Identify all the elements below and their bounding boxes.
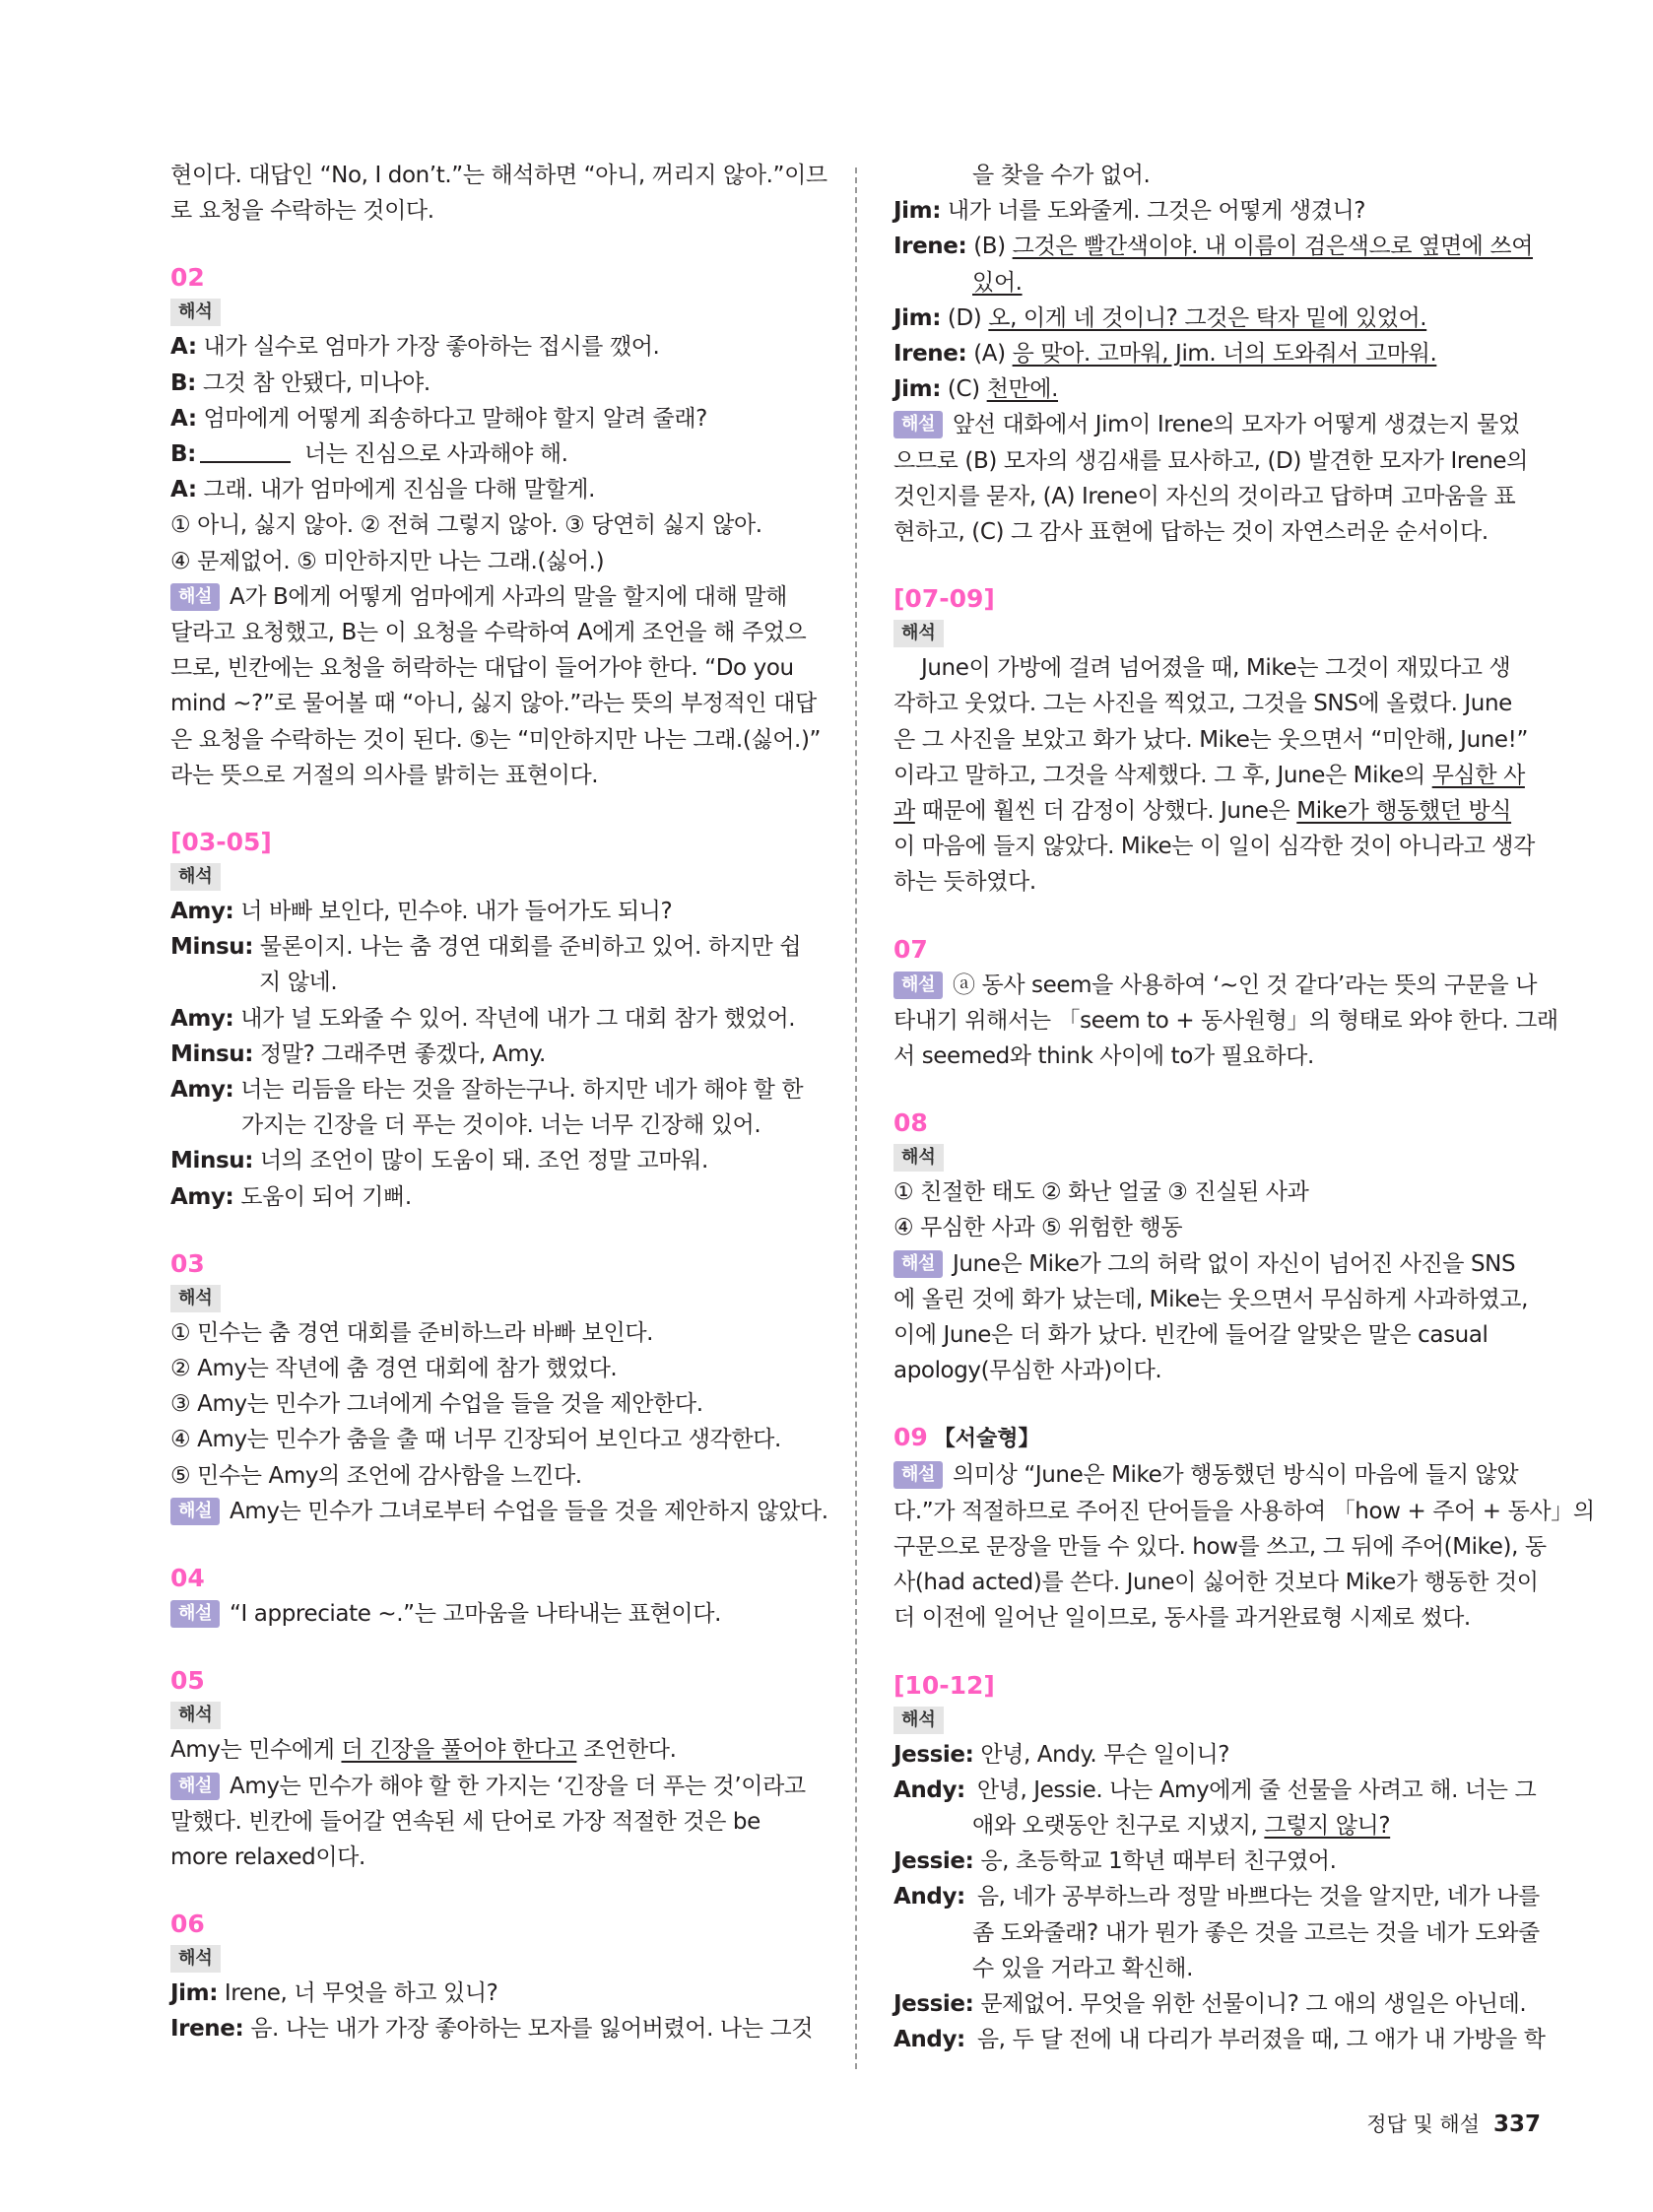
passage-text: 은 그 사진을 보았고 화가 났다. Mike는 웃으면서 “미안해, June!” xyxy=(893,726,1529,753)
dialogue-line xyxy=(170,472,818,507)
translation-tag: 해석 xyxy=(170,1285,221,1312)
explanation-text: 달라고 요청했고, B는 이 요청을 수락하여 A에게 조언을 해 주었으 xyxy=(170,620,807,646)
speaker: Amy: xyxy=(170,1077,234,1104)
dialogue-line xyxy=(170,329,818,365)
speaker: B: xyxy=(170,441,196,468)
question-number: 04 xyxy=(170,1564,205,1593)
dialogue-text: 안녕, Jessie. 나는 Amy에게 줄 선물을 사려고 해. 너는 그 xyxy=(976,1776,1537,1803)
passage-text: 이 마음에 들지 않았다. Mike는 이 일이 심각한 것이 아니라고 생각 xyxy=(893,834,1535,860)
speaker: Irene: xyxy=(893,341,967,368)
dialogue-text: 그것 참 안됐다, 미나야. xyxy=(195,369,430,396)
question-number: [10-12] xyxy=(893,1670,995,1700)
explanation-tag: 해설 xyxy=(893,411,943,438)
speaker: Jessie: xyxy=(893,1741,974,1768)
speaker: Minsu: xyxy=(170,934,254,961)
question-number: [07-09] xyxy=(893,584,995,614)
dialogue-text: 내가 널 도와줄 수 있어. 작년에 내가 그 대회 참가 했었어. xyxy=(233,1005,796,1032)
dialogue-line xyxy=(170,366,818,401)
speaker: Andy: xyxy=(893,2027,965,2053)
explanation-text: apology(무심한 사과)이다. xyxy=(893,1358,1162,1384)
translation-text: Amy는 민수에게 더 긴장을 풀어야 한다고 조언한다. xyxy=(170,1737,677,1764)
explanation-text: Amy는 민수가 해야 할 한 가지는 ‘긴장을 더 푸는 것’이라고 xyxy=(229,1773,806,1799)
speaker: Jim: xyxy=(893,304,942,331)
dialogue-text: 응, 초등학교 1학년 때부터 친구였어. xyxy=(973,1848,1337,1875)
dialogue-line xyxy=(170,401,818,436)
answer-blank xyxy=(200,439,291,463)
question-number: 05 xyxy=(170,1666,205,1696)
option-item: ② Amy는 작년에 춤 경연 대회에 참가 했었다. xyxy=(170,1356,618,1382)
column-divider xyxy=(855,168,857,2069)
explanation-text: 라는 뜻으로 거절의 의사를 밝히는 표현이다. xyxy=(170,762,599,788)
explanation-text: 앞선 대화에서 Jim이 Irene의 모자가 어떻게 생겼는지 물었 xyxy=(952,412,1520,438)
explanation-text: ⓐ 동사 seem을 사용하여 ‘~인 것 같다’라는 뜻의 구문을 나 xyxy=(952,972,1538,998)
speaker: Jim: xyxy=(893,376,942,403)
dialogue-text: 지 않네. xyxy=(259,970,338,996)
right-column: 을 찾을 수가 없어. Jim: 내가 너를 도와줄게. 그것은 어떻게 생겼니? Irene: (B) 그것은 빨간색이야. 내 이름이 검은색으로 옆면에 쓰여 있어. Jim: (D) 오, 이게 네 것이니? 그것은 탁자 밑에 있었어. Irene: (A) 응 맞아. 고마워, Jim. 너의 도와줘서 고마워. Jim: (C) 천만에. 해설 앞선 대화에서 Jim이 Irene의 모자가 어떻게 생겼는지 물었 으므로 (B) 모자의 생김새를 묘사하고, (D) 발견한 모자가 Irene의 것인지를 묻자, (A) Irene이 자신의 것이라고 답하며 고마움을 표 현하고, (C) 그 감사 표현에 답하는 것이 자연스러운 순서이다. [07-09] 해석 June이 가방에 걸려 넘어졌을 때, Mike는 그것이 재밌다고 생 각하고 웃었다. 그는 사진을 찍었고, 그것을 SNS에 올렸다. June 은 그 사진을 보았고 화가 났다. Mike는 웃으면서 “미안해, June!” 이라고 말하고, 그것을 삭제했다. 그 후, June은 Mike의 무심한 사 과 때문에 훨씬 더 감정이 상했다. June은 Mike가 행동했던 방식 이 마음에 들지 않았다. Mike는 이 일이 심각한 것이 아니라고 생각 하는 듯하였다. 07 해설 ⓐ 동사 seem을 사용하여 ‘~인 것 같다’라는 뜻의 구문을 나 타내기 위해서는 「seem to + 동사원형」의 형태로 와야 한다. 그래 서 seemed와 think 사이에 to가 필요하다. 08 해석 ① 친절한 태도 ② 화난 얼굴 ③ 진실된 사과 ④ 무심한 사과 ⑤ 위험한 행동 해설 June은 Mike가 그의 허락 없이 자신이 넘어진 사진을 SNS 에 올린 것에 화가 났는데, Mike는 웃으면서 무심하게 사과하였고, 이에 June은 더 화가 났다. 빈칸에 들어갈 알맞은 말은 casual apology(무심한 사과)이다. 09 【서술형】 해설 의미상 “June은 Mike가 행동했던 방식이 마음에 들지 않았 다.”가 적절하므로 주어진 단어들을 사용하여 「how + 주어 + 동사」의 구문으로 문장을 만들 수 있다. how를 쓰고, 그 뒤에 주어(Mike), 동 사(had acted)를 쓴다. June이 싫어한 것보다 Mike가 행동한 것이 더 이전에 일어난 일이므로, 동사를 과거완료형 시제로 썼다. [10-12] 해석 Jessie: 안녕, Andy. 무슨 일이니? Andy: 안녕, Jessie. 나는 Amy에게 줄 선물을 사려고 해. 너는 그 애와 오랫동안 친구로 지냈지, 그렇지 않니? Jessie: 응, 초등학교 1학년 때부터 친구였어. Andy: 음, 네가 공부하느라 정말 바쁘다는 것을 알지만, 네가 나를 좀 도와줄래? 내가 뭔가 좋은 것을 고르는 것을 네가 도와줄 수 있을 거라고 확신해. Jessie: 문제없어. 무엇을 위한 선물이니? 그 애의 생일은 아닌데. Andy: 음, 두 달 전에 내 다리가 부러졌을 때, 그 애가 내 가방을 학 xyxy=(893,158,1541,2057)
explanation-text: 은 요청을 수락하는 것이 된다. ⑤는 “미안하지만 나는 그래.(싫어.)” xyxy=(170,726,822,753)
question-number: 07 xyxy=(893,934,928,964)
dialogue-text: 내가 너를 도와줄게. 그것은 어떻게 생겼니? xyxy=(941,198,1366,225)
speaker: Andy: xyxy=(893,1884,965,1910)
explanation-text: Amy는 민수가 그녀로부터 수업을 들을 것을 제안하지 않았다. xyxy=(229,1498,828,1524)
text-line: 로 요청을 수락하는 것이다. xyxy=(170,198,434,225)
passage-text: 이라고 말하고, 그것을 삭제했다. 그 후, June은 Mike의 무심한 사 xyxy=(893,762,1525,788)
dialogue-text: 그래. 내가 엄마에게 진심을 다해 말할게. xyxy=(196,477,596,503)
explanation-text: 으므로 (B) 모자의 생김새를 묘사하고, (D) 발견한 모자가 Irene의 xyxy=(893,447,1528,474)
speaker: Irene: xyxy=(170,2016,244,2043)
question-number: 02 xyxy=(170,263,205,293)
dialogue-text: 음, 두 달 전에 내 다리가 부러졌을 때, 그 애가 내 가방을 학 xyxy=(976,2027,1546,2053)
speaker: Andy: xyxy=(893,1776,965,1803)
underlined-answer: 있어. xyxy=(972,269,1023,296)
underlined-answer: 과 xyxy=(893,798,915,825)
speaker: Minsu: xyxy=(170,1148,254,1174)
question-number: 09 【서술형】 xyxy=(893,1423,1040,1452)
translation-tag: 해석 xyxy=(893,1707,944,1734)
dialogue-text: 안녕, Andy. 무슨 일이니? xyxy=(973,1741,1230,1768)
dialogue-text: 좀 도와줄래? 내가 뭔가 좋은 것을 고르는 것을 네가 도와줄 xyxy=(972,1919,1540,1946)
explanation-text: 구문으로 문장을 만들 수 있다. how를 쓰고, 그 뒤에 주어(Mike), 동 xyxy=(893,1533,1547,1560)
dialogue-text: 너는 리듬을 타는 것을 잘하는구나. 하지만 네가 해야 할 한 xyxy=(233,1077,804,1104)
translation-tag: 해석 xyxy=(170,299,221,326)
dialogue-text: 도움이 되어 기뻐. xyxy=(233,1183,412,1210)
page-footer xyxy=(1366,2109,1541,2138)
explanation-text: more relaxed이다. xyxy=(170,1843,365,1870)
speaker: Amy: xyxy=(170,1183,234,1210)
passage-text: 과 때문에 훨씬 더 감정이 상했다. June은 Mike가 행동했던 방식 xyxy=(893,798,1512,825)
option-item: ① 민수는 춤 경연 대회를 준비하느라 바빠 보인다. xyxy=(170,1319,654,1346)
underlined-answer: 더 긴장을 풀어야 한다고 xyxy=(341,1737,577,1764)
dialogue-text: 물론이지. 나는 춤 경연 대회를 준비하고 있어. 하지만 쉽 xyxy=(253,934,802,961)
explanation-text: 에 올린 것에 화가 났는데, Mike는 웃으면서 무심하게 사과하였고, xyxy=(893,1286,1529,1312)
explanation-tag: 해설 xyxy=(170,583,220,611)
speaker: B: xyxy=(170,369,196,396)
speaker: A: xyxy=(170,405,197,432)
explanation-tag: 해설 xyxy=(170,1600,220,1628)
underlined-answer: 그것은 빨간색이야. 내 이름이 검은색으로 옆면에 쓰여 xyxy=(1012,234,1534,260)
explanation-text: 사(had acted)를 쓴다. June이 싫어한 것보다 Mike가 행동한 것이 xyxy=(893,1570,1539,1596)
footer-label: 정답 및 해설 xyxy=(1366,2112,1480,2136)
speaker: Amy: xyxy=(170,899,234,925)
translation-tag: 해석 xyxy=(170,1945,221,1973)
page-number: 337 xyxy=(1492,2111,1541,2137)
speaker: A: xyxy=(170,334,197,361)
dialogue-text: 내가 실수로 엄마가 가장 좋아하는 접시를 깼어. xyxy=(196,334,660,361)
dialogue-text: 너 바빠 보인다, 민수야. 내가 들어가도 되니? xyxy=(233,899,673,925)
option-item: ④ Amy는 민수가 춤을 출 때 너무 긴장되어 보인다고 생각한다. xyxy=(170,1427,781,1453)
options-line: ① 아니, 싫지 않아. ② 전혀 그렇지 않아. ③ 당연히 싫지 않아. xyxy=(170,512,762,539)
dialogue-text: 너는 진심으로 사과해야 해. xyxy=(303,441,568,468)
explanation-text: 의미상 “June은 Mike가 행동했던 방식이 마음에 들지 않았 xyxy=(952,1462,1519,1489)
explanation-text: 서 seemed와 think 사이에 to가 필요하다. xyxy=(893,1043,1314,1070)
passage-text: 각하고 웃었다. 그는 사진을 찍었고, 그것을 SNS에 올렸다. June xyxy=(893,691,1512,717)
underlined-answer: 오, 이게 네 것이니? 그것은 탁자 밑에 있었어. xyxy=(988,304,1427,331)
translation-tag: 해석 xyxy=(893,620,944,647)
underlined-answer: 천만에. xyxy=(986,376,1059,403)
speaker: Amy: xyxy=(170,1005,234,1032)
explanation-text: 더 이전에 일어난 일이므로, 동사를 과거완료형 시제로 썼다. xyxy=(893,1605,1471,1632)
speaker: A: xyxy=(170,477,197,503)
dialogue-line xyxy=(170,436,818,472)
explanation-text: 타내기 위해서는 「seem to + 동사원형」의 형태로 와야 한다. 그래 xyxy=(893,1007,1558,1034)
explanation-text: A가 B에게 어떻게 엄마에게 사과의 말을 할지에 대해 말해 xyxy=(229,583,787,610)
speaker: Irene: xyxy=(893,234,967,260)
speaker: Minsu: xyxy=(170,1040,254,1067)
dialogue-text: 음. 나는 내가 가장 좋아하는 모자를 잃어버렸어. 나는 그것 xyxy=(243,2016,814,2043)
dialogue-text: 수 있을 거라고 확신해. xyxy=(972,1955,1194,1981)
question-type-label: 【서술형】 xyxy=(933,1427,1040,1452)
speaker: Jim: xyxy=(170,1980,219,2007)
explanation-text: “I appreciate ~.”는 고마움을 나타내는 표현이다. xyxy=(229,1601,721,1628)
options-line: ① 친절한 태도 ② 화난 얼굴 ③ 진실된 사과 xyxy=(893,1179,1309,1206)
dialogue-text: Irene, 너 무엇을 하고 있니? xyxy=(218,1980,498,2007)
passage-text: 하는 듯하였다. xyxy=(893,869,1036,896)
explanation-tag: 해설 xyxy=(893,1461,943,1489)
dialogue-text: 엄마에게 어떻게 죄송하다고 말해야 할지 알려 줄래? xyxy=(196,405,707,432)
explanation-tag: 해설 xyxy=(170,1498,220,1525)
underlined-answer: 무심한 사 xyxy=(1431,762,1525,788)
translation-tag: 해석 xyxy=(170,863,221,891)
dialogue-text: 을 찾을 수가 없어. xyxy=(972,163,1151,188)
left-column xyxy=(170,158,828,2047)
dialogue-text: 문제없어. 무엇을 위한 선물이니? 그 애의 생일은 아닌데. xyxy=(973,1990,1527,2017)
underlined-answer: Mike가 행동했던 방식 xyxy=(1296,798,1512,825)
option-item: ③ Amy는 민수가 그녀에게 수업을 들을 것을 제안한다. xyxy=(170,1391,703,1418)
explanation-tag: 해설 xyxy=(170,1773,220,1800)
explanation-text: 이에 June은 더 화가 났다. 빈칸에 들어갈 알맞은 말은 casual xyxy=(893,1322,1488,1349)
dialogue-text: 너의 조언이 많이 도움이 돼. 조언 정말 고마워. xyxy=(253,1148,708,1174)
explanation-text: 현하고, (C) 그 감사 표현에 답하는 것이 자연스러운 순서이다. xyxy=(893,519,1488,546)
explanation-tag: 해설 xyxy=(893,972,943,999)
explanation-tag: 해설 xyxy=(893,1250,943,1278)
dialogue-text: 애와 오랫동안 친구로 지냈지, 그렇지 않니? xyxy=(972,1812,1391,1839)
options-line: ④ 문제없어. ⑤ 미안하지만 나는 그래.(싫어.) xyxy=(170,548,605,574)
question-number: 08 xyxy=(893,1108,928,1138)
explanation-text: June은 Mike가 그의 허락 없이 자신이 넘어진 사진을 SNS xyxy=(952,1250,1516,1277)
text-line: 현이다. 대답인 “No, I don’t.”는 해석하면 “아니, 꺼리지 않아.”이므 xyxy=(170,163,827,188)
translation-tag: 해석 xyxy=(170,1702,221,1729)
speaker: Jessie: xyxy=(893,1990,974,2017)
passage-text: June이 가방에 걸려 넘어졌을 때, Mike는 그것이 재밌다고 생 xyxy=(921,655,1511,682)
dialogue-text: 음, 네가 공부하느라 정말 바쁘다는 것을 알지만, 네가 나를 xyxy=(976,1884,1540,1910)
explanation-text: 므로, 빈칸에는 요청을 허락하는 대답이 들어가야 한다. “Do you xyxy=(170,655,794,682)
question-number: 03 xyxy=(170,1248,205,1278)
explanation-text: mind ~?”로 물어볼 때 “아니, 싫지 않아.”라는 뜻의 부정적인 대답 xyxy=(170,691,817,717)
underlined-answer: 응 맞아. 고마워, Jim. 너의 도와줘서 고마워. xyxy=(1012,341,1437,368)
speaker: Jim: xyxy=(893,198,942,225)
explanation-text: 것인지를 묻자, (A) Irene이 자신의 것이라고 답하며 고마움을 표 xyxy=(893,483,1516,509)
translation-tag: 해석 xyxy=(893,1144,944,1172)
question-number: 06 xyxy=(170,1910,205,1939)
explanation-text: 다.”가 적절하므로 주어진 단어들을 사용하여 「how + 주어 + 동사」의 xyxy=(893,1498,1595,1524)
dialogue-text: 가지는 긴장을 더 푸는 것이야. 너는 너무 긴장해 있어. xyxy=(241,1112,761,1139)
explanation-text: 말했다. 빈칸에 들어갈 연속된 세 단어로 가장 적절한 것은 be xyxy=(170,1808,760,1835)
options-line: ④ 무심한 사과 ⑤ 위험한 행동 xyxy=(893,1215,1183,1241)
underlined-answer: 그렇지 않니? xyxy=(1264,1812,1391,1839)
speaker: Jessie: xyxy=(893,1848,974,1875)
question-number: [03-05] xyxy=(170,828,272,857)
option-item: ⑤ 민수는 Amy의 조언에 감사함을 느낀다. xyxy=(170,1462,582,1489)
dialogue-text: 정말? 그래주면 좋겠다, Amy. xyxy=(253,1040,546,1067)
